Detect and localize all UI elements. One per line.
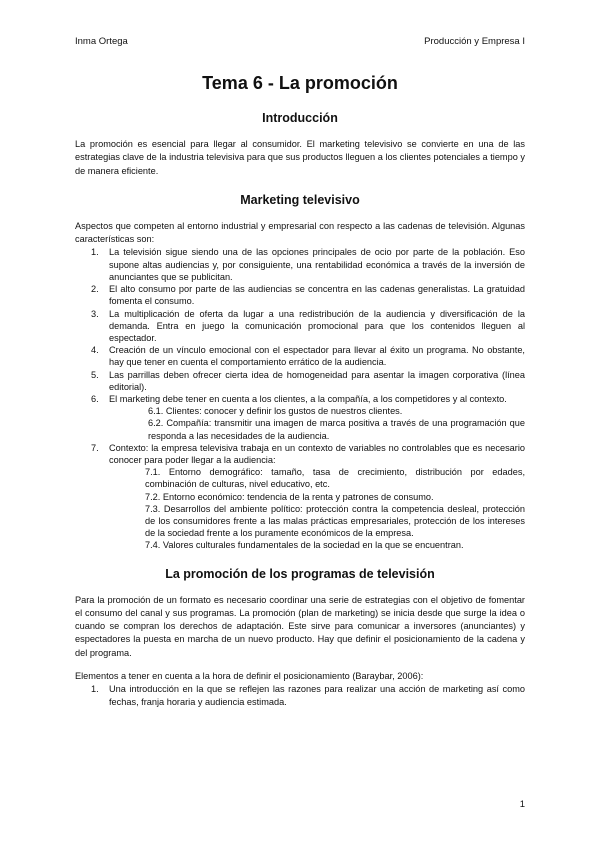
- sublist-item: 6.1. Clientes: conocer y definir los gustos de nuestros clientes.: [148, 406, 403, 417]
- list-item: 3. La multiplicación de oferta da lugar a una redistribución de la audiencia y diversificación de la demanda. Entra en juego la comunicación promocional para que los contenidos lleguen al espectador.: [91, 308, 525, 343]
- sublist-item: 7.3. Desarrollos del ambiente político: protección contra la competencia desleal, protección de los consumidores frente a las malas prácticas empresariales, protección de los intereses de la sociedad frente a los puramente económicos de la empresa.: [145, 503, 525, 539]
- page-title: Tema 6 - La promoción: [202, 73, 398, 93]
- list-item: 1. Una introducción en la que se reflejen las razones para realizar una acción de marketing así como fechas, franja horaria y audiencia estimada.: [91, 684, 525, 707]
- elements-intro: Elementos a tener en cuenta a la hora de definir el posicionamiento (Baraybar, 2006):: [75, 671, 424, 682]
- page-number: 1: [519, 799, 525, 810]
- list-item: 7. Contexto: la empresa televisiva trabaja en un contexto de variables no controlables que es necesario conocer para poder llegar a la audiencia:: [91, 442, 525, 465]
- document-body: [75, 72, 525, 720]
- list-item: 4. Creación de un vínculo emocional con el espectador para llevar al éxito un programa. No obstante, hay que tener en cuenta el comportamiento errático de la audiencia.: [91, 345, 525, 368]
- header-author: Inma Ortega: [75, 36, 128, 47]
- section-heading-marketing: Marketing televisivo: [240, 192, 360, 207]
- list-item: 1. La televisión sigue siendo una de las opciones principales de ocio por parte de la población. Eso supone altas audiencias y, por consiguiente, una rentabilidad económica a través de la inversión de anunciantes que se publicitan.: [91, 247, 525, 282]
- list-item: 6. El marketing debe tener en cuenta a los clientes, a la compañía, a los competidores y al contexto.: [91, 393, 507, 404]
- sublist-item: 6.2. Compañía: transmitir una imagen de marca positiva a través de una programación que responda a las necesidades de la audiencia.: [148, 418, 525, 441]
- list-item: 5. Las parrillas deben ofrecer cierta idea de homogeneidad para asentar la imagen corporativa (línea editorial).: [91, 369, 525, 392]
- promo-paragraph: Para la promoción de un formato es necesario coordinar una serie de estrategias con el objetivo de fomentar el consumo del canal y sus programas. La promoción (plan de marketing) se inicia desde que surge la idea o cuando se compran los derechos de adaptación. Este sirve para comunicar a inversores (anunciantes) y espectadores la puesta en marcha de un nuevo producto. Hay que definir el posicionamiento de la cadena y del programa.: [75, 594, 525, 658]
- header-course: Producción y Empresa I: [424, 36, 525, 47]
- elements-list: [75, 683, 525, 707]
- list-item: 2. El alto consumo por parte de las audiencias se concentra en las cadenas generalistas. La gratuidad fomenta el consumo.: [91, 284, 525, 307]
- sublist-item: 7.2. Entorno económico: tendencia de la renta y patrones de consumo.: [145, 491, 434, 502]
- sublist-item: 7.1. Entorno demográfico: tamaño, tasa de crecimiento, distribución por edades, combinación de culturas, nivel educativo, etc.: [145, 467, 525, 490]
- marketing-intro: Aspectos que competen al entorno industrial y empresarial con respecto a las cadenas de televisión. Algunas características son:: [75, 220, 525, 245]
- intro-paragraph: La promoción es esencial para llegar al consumidor. El marketing televisivo se convierte en una de las estrategias clave de la industria televisiva para que sus productos lleguen a los clientes potenciales a tiempo y de manera eficiente.: [75, 139, 525, 176]
- section-heading-promo: La promoción de los programas de televisión: [165, 566, 435, 581]
- marketing-list: [75, 246, 525, 405]
- marketing-list-cont: [75, 442, 525, 466]
- sublist-item: 7.4. Valores culturales fundamentales de la sociedad en la que se encuentran.: [145, 540, 464, 551]
- section-heading-intro: Introducción: [262, 111, 338, 125]
